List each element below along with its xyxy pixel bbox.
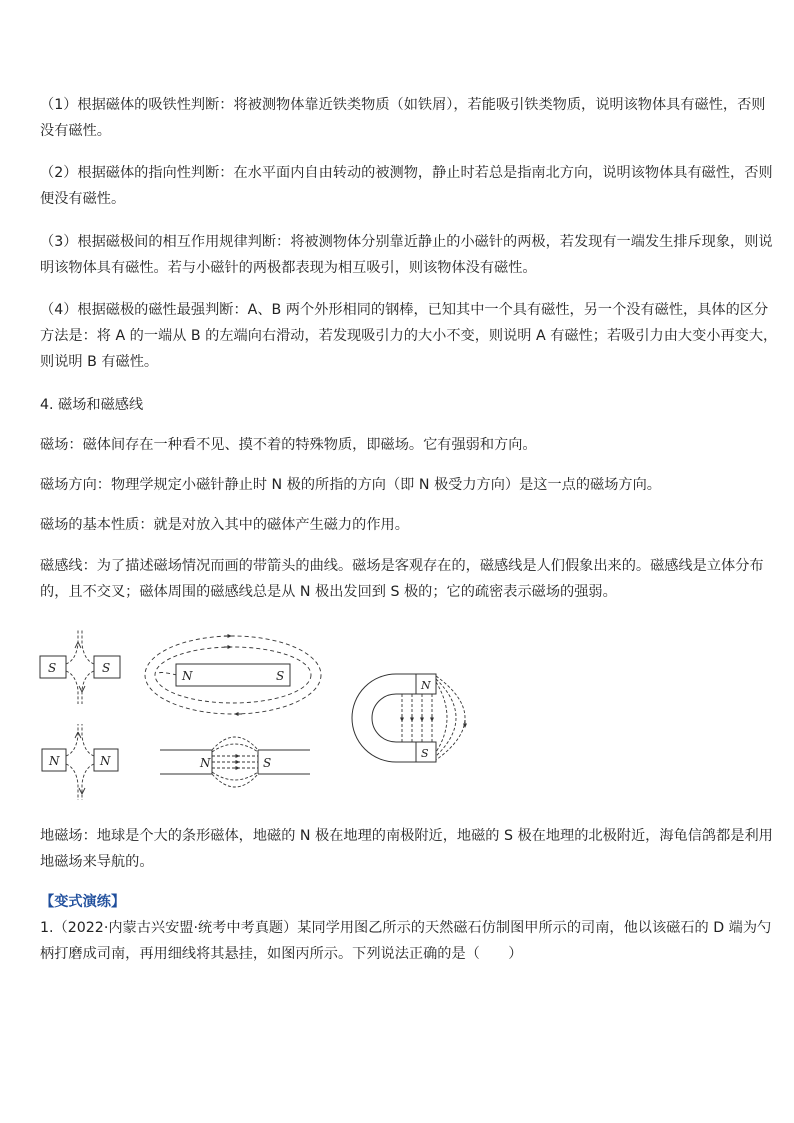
text-line: （3）根据磁极间的相互作用规律判断：将被测物体分别靠近静止的小磁针的两极，若发现有一端发生排斥现象，则说 xyxy=(40,234,773,250)
text-line: 1.（2022·内蒙古兴安盟·统考中考真题）某同学用图乙所示的天然磁石仿制图甲所示的司南，他以该磁石的 D 端为勺 xyxy=(40,920,772,936)
text-line: 明该物体具有磁性。若与小磁针的两极都表现为相互吸引，则该物体没有磁性。 xyxy=(40,260,537,276)
paragraph-earth-field xyxy=(40,823,773,875)
text-line: 磁场的基本性质：就是对放入其中的磁体产生磁力的作用。 xyxy=(40,517,409,533)
paragraph-interaction-test xyxy=(40,229,773,281)
attraction-n-s-diagram xyxy=(160,737,310,787)
pole-label: N xyxy=(49,754,60,768)
section-title-variant-practice: 【变式演练】 xyxy=(40,894,126,910)
paragraph-attraction-test xyxy=(40,92,766,144)
text-line: （2）根据磁体的指向性判断：在水平面内自由转动的被测物，静止时若总是指南北方向，说明该物体具有磁性，否则 xyxy=(40,165,773,181)
text-line: 方法是：将 A 的一端从 B 的左端向右滑动，若发现吸引力的大小不变，则说明 A 有磁性；若吸引力由大变小再变大， xyxy=(40,328,778,344)
pole-label: N xyxy=(100,754,111,768)
paragraph-pole-strength-test xyxy=(40,297,778,375)
magnetic-field-figure xyxy=(36,624,496,806)
paragraph-field-direction xyxy=(40,472,762,498)
text-line: 的，且不交叉；磁体周围的磁感线总是从 N 极出发回到 S 极的；它的疏密表示磁场的强弱。 xyxy=(40,584,617,600)
pole-label: S xyxy=(48,661,57,675)
repulsion-n-n-diagram xyxy=(42,724,118,800)
pole-label: N xyxy=(182,669,193,683)
text-line: （1）根据磁体的吸铁性判断：将被测物体靠近铁类物质（如铁屑），若能吸引铁类物质，说明该物体具有磁性，否则 xyxy=(40,97,766,113)
pole-label: S xyxy=(102,661,111,675)
text-line: 柄打磨成司南，再用细线将其悬挂，如图丙所示。下列说法正确的是（ ） xyxy=(40,946,523,962)
text-line: 没有磁性。 xyxy=(40,123,111,139)
magnetic-field-diagrams xyxy=(36,624,496,806)
question-1 xyxy=(40,915,772,967)
text-line: 则说明 B 有磁性。 xyxy=(40,354,159,370)
bar-magnet-diagram xyxy=(145,636,321,714)
pole-label: S xyxy=(421,747,429,760)
text-line: 便没有磁性。 xyxy=(40,191,126,207)
pole-label: S xyxy=(263,756,272,770)
text-line: 磁感线：为了描述磁场情况而画的带箭头的曲线。磁场是客观存在的，磁感线是人们假象出来的。磁感线是立体分布 xyxy=(40,558,764,574)
pole-label: N xyxy=(421,679,431,692)
paragraph-magnetic-field xyxy=(40,432,762,458)
heading-text: 4. 磁场和磁感线 xyxy=(40,397,144,413)
pole-label: S xyxy=(276,669,285,683)
horseshoe-magnet-diagram xyxy=(352,674,465,762)
pole-label: N xyxy=(200,756,211,770)
paragraph-field-property xyxy=(40,512,762,538)
text-line: 磁场：磁体间存在一种看不见、摸不着的特殊物质，即磁场。它有强弱和方向。 xyxy=(40,437,537,453)
paragraph-direction-test xyxy=(40,160,773,212)
text-line: 地磁场来导航的。 xyxy=(40,854,154,870)
text-line: 地磁场：地球是个大的条形磁体，地磁的 N 极在地理的南极附近，地磁的 S 极在地理的北极附近，海龟信鸽都是利用 xyxy=(40,828,773,844)
paragraph-field-lines xyxy=(40,553,762,605)
text-line: 磁场方向：物理学规定小磁针静止时 N 极的所指的方向（即 N 极受力方向）是这一点的磁场方向。 xyxy=(40,477,661,493)
repulsion-s-s-diagram xyxy=(40,630,120,704)
heading-magnetic-field xyxy=(40,392,762,418)
text-line: （4）根据磁极的磁性最强判断：A、B 两个外形相同的钢棒，已知其中一个具有磁性，另一个没有磁性，具体的区分 xyxy=(40,302,769,318)
